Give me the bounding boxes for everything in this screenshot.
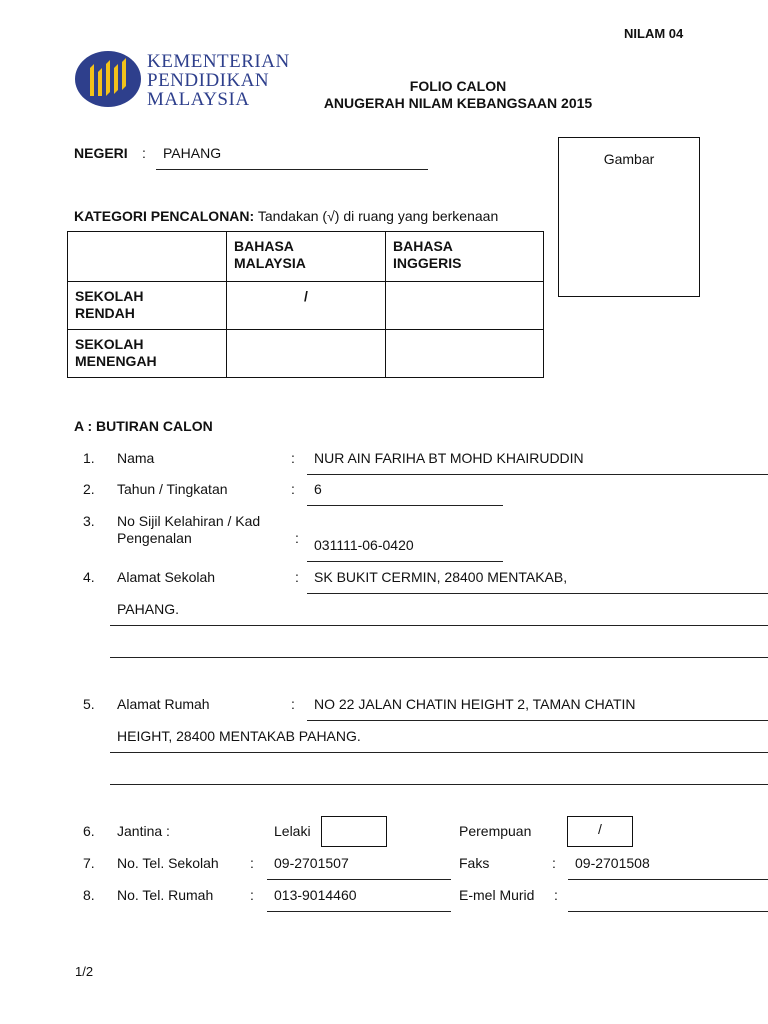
item-3-number: 3.	[83, 513, 95, 529]
item-1-label: Nama	[117, 450, 155, 466]
item-3-label: No Sijil Kelahiran / Kad Pengenalan	[117, 513, 261, 546]
lelaki-label: Lelaki	[274, 823, 311, 839]
page-number: 1/2	[75, 964, 94, 979]
kategori-instruction: Tandakan (√) di ruang yang berkenaan	[257, 208, 499, 224]
email-label: E-mel Murid	[459, 887, 535, 903]
tel-rumah-label: No. Tel. Rumah	[117, 887, 214, 903]
logo-line-1: KEMENTERIAN	[147, 51, 290, 72]
alamat-rumah-underline-2	[110, 752, 768, 753]
item-5-colon: :	[291, 696, 295, 712]
item-3-colon: :	[295, 530, 299, 546]
faks-value[interactable]: 09-2701508	[575, 855, 650, 871]
alamat-rumah-underline-3	[110, 784, 768, 785]
kategori-label: KATEGORI PENCALONAN:	[74, 208, 255, 224]
faks-underline	[568, 879, 768, 880]
ministry-logo	[74, 50, 294, 110]
item-2-number: 2.	[83, 481, 95, 497]
item-4-label: Alamat Sekolah	[117, 569, 216, 585]
negeri-underline	[156, 169, 428, 170]
jantina-label: Jantina :	[117, 823, 170, 839]
tahun-value[interactable]: 6	[314, 481, 322, 497]
alamat-sekolah-line-1[interactable]: SK BUKIT CERMIN, 28400 MENTAKAB,	[314, 569, 568, 585]
nama-underline	[307, 474, 768, 475]
item-1-colon: :	[291, 450, 295, 466]
item-4-colon: :	[295, 569, 299, 585]
faks-colon: :	[552, 855, 556, 871]
negeri-label: NEGERI	[74, 145, 128, 161]
nama-value[interactable]: NUR AIN FARIHA BT MOHD KHAIRUDDIN	[314, 450, 584, 466]
lelaki-checkbox[interactable]	[321, 816, 387, 847]
alamat-sekolah-underline-3	[110, 657, 768, 658]
cell-rendah-bm[interactable]: /	[227, 282, 386, 330]
item-5-number: 5.	[83, 696, 95, 712]
table-corner-cell	[68, 232, 227, 282]
tel-rumah-colon: :	[250, 887, 254, 903]
title-line-2: ANUGERAH NILAM KEBANGSAAN 2015	[323, 95, 593, 111]
tel-sekolah-underline	[267, 879, 451, 880]
faks-label: Faks	[459, 855, 490, 871]
kategori-heading	[74, 208, 498, 224]
email-colon: :	[554, 887, 558, 903]
photo-label: Gambar	[603, 151, 655, 167]
col-header-bm: BAHASA MALAYSIA	[227, 232, 386, 282]
email-underline	[568, 911, 768, 912]
perempuan-label: Perempuan	[459, 823, 532, 839]
item-5-label: Alamat Rumah	[117, 696, 210, 712]
item-8-number: 8.	[83, 887, 95, 903]
tel-rumah-value[interactable]: 013-9014460	[274, 887, 357, 903]
alamat-rumah-underline-1	[307, 720, 768, 721]
tel-sekolah-label: No. Tel. Sekolah	[117, 855, 219, 871]
logo-line-3: MALAYSIA	[147, 89, 250, 110]
document-code: NILAM 04	[624, 26, 684, 41]
logo-line-2: PENDIDIKAN	[147, 70, 270, 91]
item-4-number: 4.	[83, 569, 95, 585]
ic-underline	[307, 561, 503, 562]
alamat-sekolah-line-2[interactable]: PAHANG.	[117, 601, 179, 617]
item-7-number: 7.	[83, 855, 95, 871]
negeri-colon: :	[142, 145, 146, 161]
section-a-title: A : BUTIRAN CALON	[74, 418, 213, 434]
item-2-colon: :	[291, 481, 295, 497]
cell-menengah-bm[interactable]	[227, 330, 386, 378]
row-label-menengah: SEKOLAH MENENGAH	[68, 330, 227, 378]
row-label-rendah: SEKOLAH RENDAH	[68, 282, 227, 330]
title-line-1: FOLIO CALON	[409, 78, 507, 94]
tahun-underline	[307, 505, 503, 506]
ministry-emblem-icon	[74, 50, 144, 108]
perempuan-checkbox[interactable]: /	[567, 816, 633, 847]
tel-sekolah-colon: :	[250, 855, 254, 871]
col-header-bi: BAHASA INGGERIS	[386, 232, 544, 282]
alamat-rumah-line-2[interactable]: HEIGHT, 28400 MENTAKAB PAHANG.	[117, 728, 361, 744]
alamat-sekolah-underline-2	[110, 625, 768, 626]
item-1-number: 1.	[83, 450, 95, 466]
ic-value[interactable]: 031111-06-0420	[314, 537, 414, 553]
kategori-table	[67, 231, 544, 378]
alamat-sekolah-underline-1	[307, 593, 768, 594]
tel-rumah-underline	[267, 911, 451, 912]
negeri-value[interactable]: PAHANG	[163, 145, 222, 161]
tel-sekolah-value[interactable]: 09-2701507	[274, 855, 349, 871]
photo-box[interactable]	[558, 137, 700, 297]
alamat-rumah-line-1[interactable]: NO 22 JALAN CHATIN HEIGHT 2, TAMAN CHATIN	[314, 696, 636, 712]
cell-menengah-bi[interactable]	[386, 330, 544, 378]
item-6-number: 6.	[83, 823, 95, 839]
cell-rendah-bi[interactable]	[386, 282, 544, 330]
item-2-label: Tahun / Tingkatan	[117, 481, 228, 497]
